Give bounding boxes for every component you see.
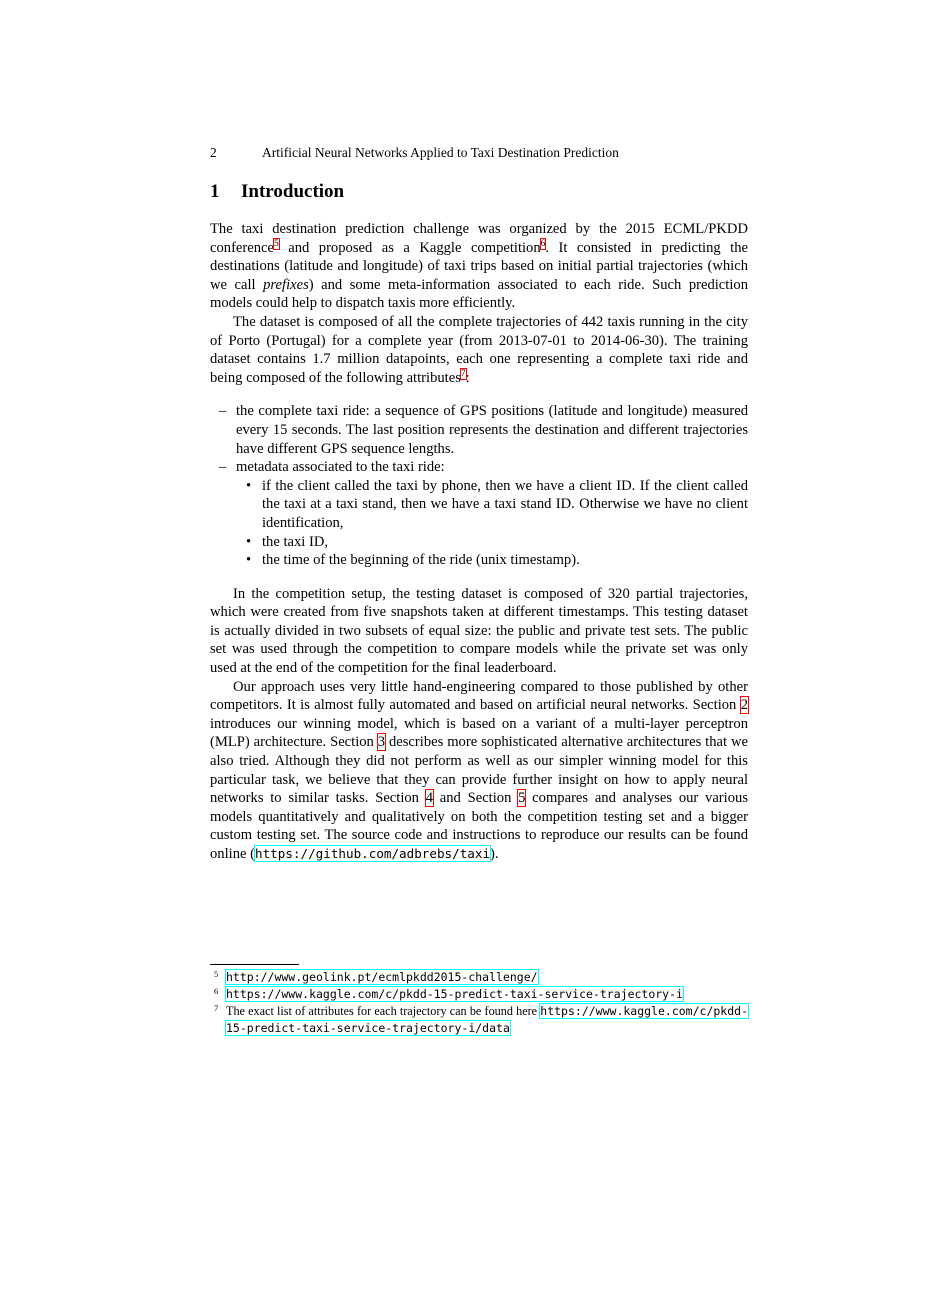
list-item — [210, 458, 748, 570]
section-ref-3[interactable]: 3 — [377, 734, 386, 751]
footnote-5 — [210, 969, 748, 986]
footnote-link[interactable]: https://www.kaggle.com/c/pkdd-15-predict-taxi-service-trajectory-i/data — [226, 1004, 748, 1035]
metadata-sublist — [236, 477, 748, 570]
list-item-text: the complete taxi ride: a sequence of GPS positions (latitude and longitude) measured every 15 seconds. The last position represents the destination and different trajectories have different GPS sequence lengths. — [236, 403, 748, 457]
paragraph-2 — [210, 313, 748, 387]
section-number: 1 — [210, 181, 220, 202]
footnote-link[interactable]: https://www.kaggle.com/c/pkdd-15-predict-taxi-service-trajectory-i — [226, 987, 683, 1001]
text-run: . It consisted in predicting the destinations (latitude and longitude) of taxi trips based on initial partial trajectories (which we call — [210, 239, 748, 293]
footnote-ref-5[interactable]: 5 — [274, 238, 279, 249]
list-item-text: metadata associated to the taxi ride: — [236, 459, 445, 476]
page-number: 2 — [210, 145, 217, 160]
bullet-marker: • — [246, 552, 252, 569]
bullet-marker: • — [246, 477, 252, 494]
sublist-item — [236, 551, 748, 570]
text-run: The dataset is composed of all the complete trajectories of 442 taxis running in the city of Porto (Portugal) for a complete year (from 2013-07-01 to 2014-06-30). The training dataset contains 1.7 million datapoints, each one representing a complete taxi ride and being composed of the following attributes — [210, 313, 748, 386]
sublist-item — [236, 533, 748, 552]
sublist-item-text: the taxi ID, — [262, 533, 329, 550]
dash-marker: – — [219, 459, 227, 476]
footnote-text: The exact list of attributes for each trajectory can be found here — [226, 1004, 541, 1018]
dash-marker: – — [219, 403, 227, 420]
body-text — [210, 220, 748, 864]
text-run: The taxi destination prediction challenge was organized by the 2015 ECML/PKDD conference — [210, 221, 748, 256]
text-run: describes more sophisticated alternative architectures that we also tried. Although they did not perform as well as our simpler winning model for this particular task, we believe that they can provide further insight on how to apply neural networks to similar tasks. Section — [210, 734, 748, 807]
footnote-ref-7[interactable]: 7 — [460, 368, 466, 379]
text-run: ) and some meta-information associated to each ride. Such prediction models could help to dispatch taxis more efficiently. — [210, 276, 748, 312]
section-heading — [210, 180, 344, 204]
running-title: Artificial Neural Networks Applied to Taxi Destination Prediction — [262, 145, 619, 160]
footnote-rule — [210, 964, 299, 965]
sublist-item-text: if the client called the taxi by phone, then we have a client ID. If the client called the taxi at a taxi stand, then we have a taxi stand ID. Otherwise we have no client identification, — [262, 477, 748, 531]
text-run: : — [465, 369, 470, 386]
running-head — [210, 144, 748, 162]
text-run: and Section — [433, 790, 519, 807]
footnote-ref-6[interactable]: 6 — [540, 238, 546, 249]
paragraph-4 — [210, 678, 748, 864]
paragraph-3: In the competition setup, the testing dataset is composed of 320 partial trajectories, which were created from five snapshots taken at different timestamps. This testing dataset is actually divided in two subsets of equal size: the public and private test sets. The public set was used through the competition to compare models while the private set was only used at the end of the competition for the final leaderboard. — [210, 585, 748, 677]
footnote-number: 7 — [214, 1003, 219, 1013]
text-run: compares and analyses our various models quantitatively and qualitatively on both the competition testing set and a bigger custom testing set. The source code and instructions to reproduce our results can be found online ( — [210, 790, 748, 862]
text-run: and proposed as a Kaggle competition — [278, 239, 541, 256]
text-run: Our approach uses very little hand-engineering compared to those published by other competitors. It is almost fully automated and based on artificial neural networks. Section — [210, 678, 748, 714]
footnote-link[interactable]: http://www.geolink.pt/ecmlpkdd2015-challenge/ — [226, 970, 538, 984]
text-run: ). — [490, 846, 499, 862]
footnote-6 — [210, 986, 748, 1003]
list-item — [210, 402, 748, 458]
section-ref-2[interactable]: 2 — [740, 697, 748, 714]
footnote-number: 6 — [214, 986, 219, 996]
sublist-item-text: the time of the beginning of the ride (unix timestamp). — [262, 552, 580, 569]
section-ref-5[interactable]: 5 — [518, 790, 526, 807]
paragraph-1 — [210, 220, 748, 313]
section-ref-4[interactable]: 4 — [425, 790, 434, 807]
attribute-list — [210, 402, 748, 569]
source-code-link[interactable]: https://github.com/adbrebs/taxi — [255, 846, 491, 861]
text-run: introduces our winning model, which is based on a variant of a multi-layer perceptron (MLP) architecture. Section — [210, 715, 748, 751]
footnote-7 — [210, 1003, 748, 1037]
emphasis: prefixes — [263, 276, 309, 293]
section-title: Introduction — [241, 181, 345, 202]
sublist-item — [236, 477, 748, 533]
footnotes — [210, 964, 748, 1037]
footnote-number: 5 — [214, 969, 219, 979]
bullet-marker: • — [246, 533, 252, 550]
